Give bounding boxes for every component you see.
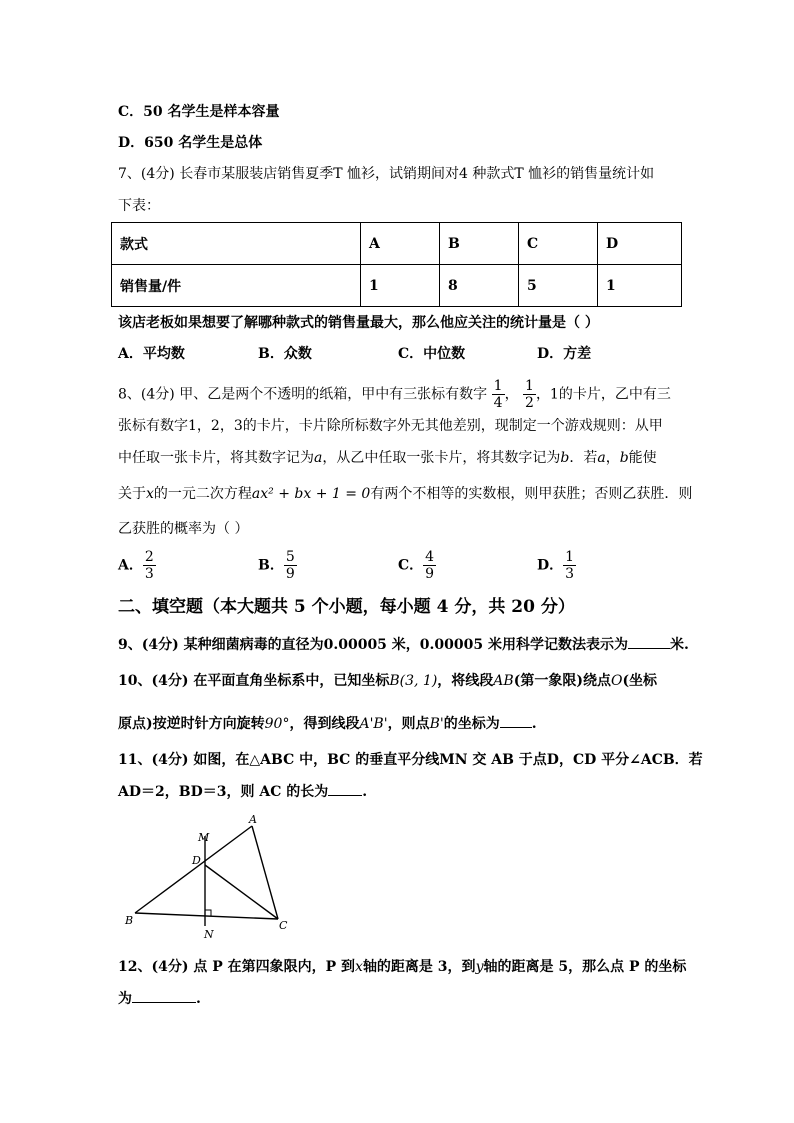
math-point: O [610,673,623,689]
section-heading: 二、填空题（本大题共 5 个小题，每小题 4 分，共 20 分） [118,597,575,617]
q8-stem-line3 [118,448,657,468]
math-variable: x [355,959,363,975]
q11-text: . [362,784,368,800]
option-fraction [563,549,576,582]
q8-stem-line5: 乙获胜的概率为（ ） [118,521,249,537]
q10-text: (坐标 [622,673,658,689]
q11-stem-line1: 11、(4分) 如图，在△ABC 中，BC 的垂直平分线MN 交 AB 于点D，CD 平分∠ACB．若 [118,752,703,768]
fraction-denominator: 3 [565,566,575,582]
q12-stem-line2 [118,988,201,1009]
q7-option-c: C．中位数 [398,346,466,362]
q8-text: 的一元二次方程 [153,486,252,502]
label-m: M [198,831,210,844]
fraction-denominator: 9 [285,566,295,582]
table-row [112,223,682,265]
option-label: D． [537,557,564,574]
q8-stem-line4 [118,484,692,504]
label-d: D [192,854,201,867]
q10-text: ，则点 [387,716,430,732]
answer-blank [500,713,532,728]
q8-text: ， [504,386,519,403]
option-label: A． [118,557,143,574]
segment-ac [252,826,278,919]
q12-text: 轴的距离是 5，那么点 P 的坐标 [483,959,687,975]
label-b: B [125,914,134,927]
answer-blank [132,988,196,1003]
q11-text: AD＝2，BD＝3，则 AC 的长为 [118,784,329,800]
q8-stem-line2: 张标有数字1，2，3的卡片，卡片除所标数字外无其他差别，现制定一个游戏规则：从甲 [118,418,663,434]
fraction-numerator: 1 [525,378,534,394]
option-label: B． [258,557,284,574]
q8-text: 8、(4分) 甲、乙是两个不透明的纸箱，甲中有三张标有数字 [118,386,488,403]
fraction-numerator: 1 [493,378,503,394]
math-variable: b [560,450,570,466]
math-variable: y [475,959,484,975]
q7-question: 该店老板如果想要了解哪种款式的销售量最大，那么他应关注的统计量是（ ） [118,315,599,331]
q12-text: . [196,991,201,1007]
table-cell: 销售量/件 [112,265,361,307]
fraction-denominator: 4 [493,395,503,411]
q7-option-d: D．方差 [537,346,592,362]
math-segment: A'B' [359,716,388,732]
answer-blank [628,634,670,649]
q8-text: ，1的卡片，乙中有三 [535,386,671,403]
q7-stem-line1: 7、(4分) 长春市某服装店销售夏季T 恤衫，试销期间对4 种款式T 恤衫的销售量统计如 [118,166,655,182]
table-row [112,265,682,307]
fraction-denominator: 3 [144,566,154,582]
table-cell: C [519,223,598,265]
option-fraction [143,549,156,582]
q8-text: ．若 [569,450,598,466]
fraction-one-half [523,378,536,411]
q9-text: 9、(4分) 某种细菌病毒的直径为0.00005 米，0.00005 米用科学记数法表示为 [118,637,628,653]
q9-text: 米. [670,637,689,653]
q12-stem-line1 [118,957,686,977]
math-angle: 90° [264,716,290,732]
q6-option-d: D．650 名学生是总体 [118,135,263,151]
math-point: B' [429,716,444,732]
segment-bc [135,913,278,919]
q8-text: 有两个不相等的实数根，则甲获胜；否则乙获胜．则 [370,486,693,502]
q10-text: 的坐标为 [443,716,500,732]
fraction-one-quarter [492,378,505,411]
label-c: C [279,919,288,932]
q7-stem-line2: 下表： [118,198,160,214]
q11-stem-line2 [118,781,367,802]
math-point: B(3, 1) [389,673,438,689]
math-segment: AB [493,673,514,689]
q8-option-d [537,549,576,582]
table-cell: 5 [519,265,598,307]
q7-sales-table [111,222,682,307]
q7-option-a: A．平均数 [118,346,185,362]
table-cell: B [440,223,519,265]
q8-option-b [258,549,297,582]
q12-text: 轴的距离是 3，到 [362,959,476,975]
q10-text: ，得到线段 [289,716,360,732]
fraction-numerator: 5 [285,549,295,565]
table-cell: 款式 [112,223,361,265]
fraction-denominator: 9 [425,566,435,582]
table-cell: D [598,223,682,265]
q8-text: 关于 [118,486,146,502]
q8-option-a [118,549,156,582]
q10-text: . [531,716,537,732]
q8-option-c [398,549,436,582]
option-fraction [423,549,436,582]
q8-text: ， [605,450,620,466]
math-variable: a [597,450,606,466]
table-cell: 1 [598,265,682,307]
q9-stem [118,634,689,655]
q7-option-b: B．众数 [258,346,312,362]
answer-blank [328,781,362,796]
option-fraction [284,549,297,582]
q10-text: 原点)按逆时针方向旋转 [118,716,265,732]
q11-triangle-figure [116,812,300,942]
q8-text: 中任取一张卡片，将其数字记为 [118,450,314,466]
math-equation: ax² + bx + 1 = 0 [251,486,371,502]
q12-text: 为 [118,991,132,1007]
label-a: A [249,813,257,826]
table-cell: A [361,223,440,265]
fraction-numerator: 2 [144,549,154,565]
q6-option-c: C．50 名学生是样本容量 [118,104,280,120]
table-cell: 1 [361,265,440,307]
q10-stem-line1 [118,671,657,691]
option-label: C． [398,557,424,574]
math-variable: a [314,450,323,466]
q12-text: 12、(4分) 点 P 在第四象限内，P 到 [118,959,356,975]
right-angle-mark [205,910,211,916]
q10-text: ，将线段 [437,673,494,689]
segment-cd [205,865,278,919]
fraction-numerator: 1 [565,549,575,565]
q8-text: ，从乙中任取一张卡片，将其数字记为 [322,450,561,466]
q10-stem-line2 [118,713,537,734]
math-variable: b [619,450,629,466]
table-cell: 8 [440,265,519,307]
fraction-numerator: 4 [425,549,435,565]
q10-text: 10、(4分) 在平面直角坐标系中，已知坐标 [118,673,390,689]
math-variable: x [146,486,154,502]
q10-text: (第一象限)绕点 [513,673,611,689]
q8-text: 能使 [628,450,657,466]
q8-stem-line1 [118,378,671,411]
label-n: N [204,928,214,941]
fraction-denominator: 2 [525,395,534,411]
segment-ba [135,826,252,913]
